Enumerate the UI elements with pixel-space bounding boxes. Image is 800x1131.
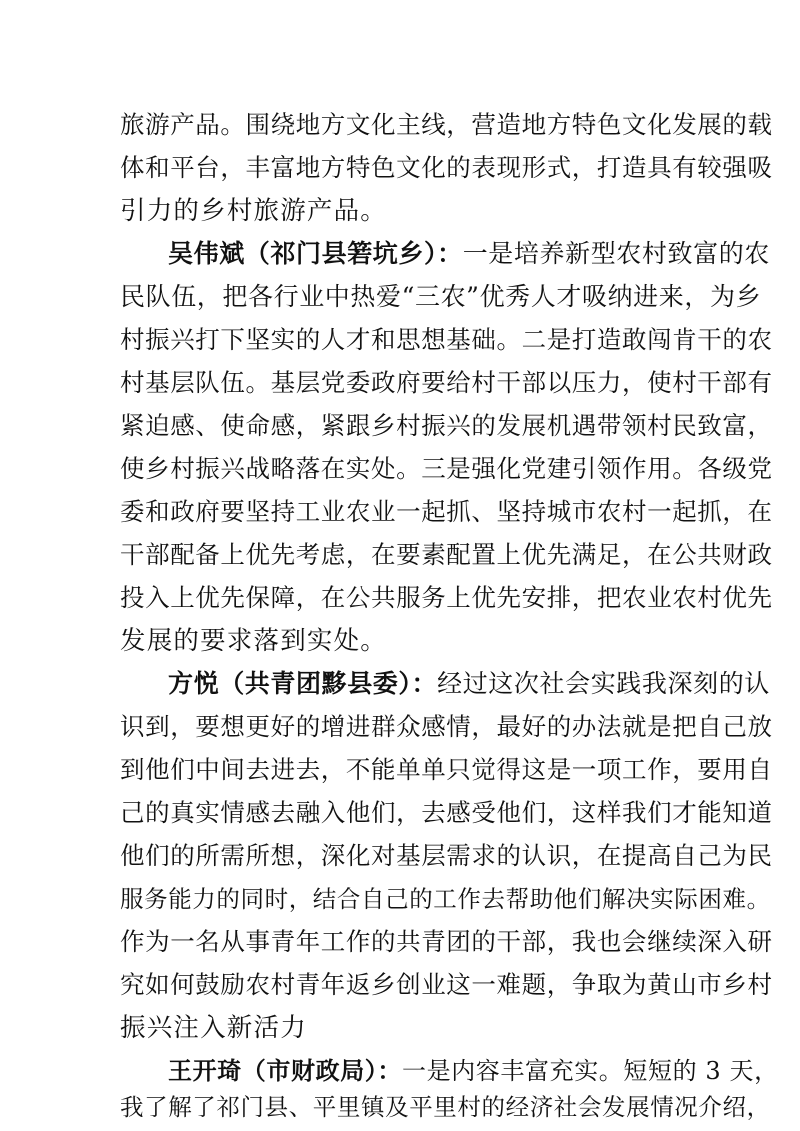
paragraph-line: 己的真实情感去融入他们，去感受他们，这样我们才能知道 — [120, 798, 773, 827]
paragraph-line: 紧迫感、使命感，紧跟乡村振兴的发展机遇带领村民致富， — [120, 411, 773, 440]
paragraph-line: 识到，要想更好的增进群众感情，最好的办法就是把自己放 — [120, 712, 773, 741]
paragraph-first-line — [168, 1054, 779, 1088]
paragraph-line: 究如何鼓励农村青年返乡创业这一难题，争取为黄山市乡村 — [120, 970, 773, 999]
paragraph-first-line — [168, 237, 770, 271]
paragraph-text: 经过这次社会实践我深刻的认 — [437, 669, 770, 698]
paragraph-first-line — [168, 667, 770, 701]
paragraph-line: 他们的所需所想，深化对基层需求的认识，在提高自己为民 — [120, 841, 773, 870]
paragraph-line: 使乡村振兴战略落在实处。三是强化党建引领作用。各级党 — [120, 454, 773, 483]
speaker-name: 吴伟斌（祁门县箬坑乡）： — [168, 239, 463, 268]
paragraph-line: 引力的乡村旅游产品。 — [120, 196, 388, 226]
paragraph-line: 投入上优先保障，在公共服务上优先安排，把农业农村优先 — [120, 583, 773, 612]
paragraph-text: 一是培养新型农村致富的农 — [462, 239, 770, 268]
paragraph-line: 民队伍，把各行业中热爱“三农”优秀人才吸纳进来，为乡 — [120, 282, 762, 311]
paragraph-line: 服务能力的同时，结合自己的工作去帮助他们解决实际困难。 — [120, 885, 771, 913]
paragraph-line: 到他们中间去进去，不能单单只觉得这是一项工作，要用自 — [120, 755, 773, 784]
speaker-name: 王开琦（市财政局）： — [168, 1056, 402, 1085]
paragraph-line: 村基层队伍。基层党委政府要给村干部以压力，使村干部有 — [120, 368, 773, 397]
speaker-name: 方悦（共青团黟县委）： — [168, 669, 438, 698]
paragraph-line: 我了解了祁门县、平里镇及平里村的经济社会发展情况介绍， — [120, 1093, 771, 1121]
paragraph-line: 发展的要求落到实处。 — [120, 626, 388, 656]
paragraph-line: 村振兴打下坚实的人才和思想基础。二是打造敢闯肯干的农 — [120, 325, 773, 354]
paragraph-text: 一是内容丰富充实。短短的 3 天， — [402, 1057, 779, 1085]
paragraph-line: 振兴注入新活力 — [120, 1013, 307, 1043]
paragraph-line: 干部配备上优先考虑，在要素配置上优先满足，在公共财政 — [120, 540, 773, 569]
paragraph-line: 体和平台，丰富地方特色文化的表现形式，打造具有较强吸 — [120, 153, 773, 182]
paragraph-line: 旅游产品。围绕地方文化主线，营造地方特色文化发展的载 — [120, 110, 773, 139]
paragraph-line: 委和政府要坚持工业农业一起抓、坚持城市农村一起抓，在 — [120, 497, 773, 526]
paragraph-line: 作为一名从事青年工作的共青团的干部，我也会继续深入研 — [120, 927, 773, 956]
